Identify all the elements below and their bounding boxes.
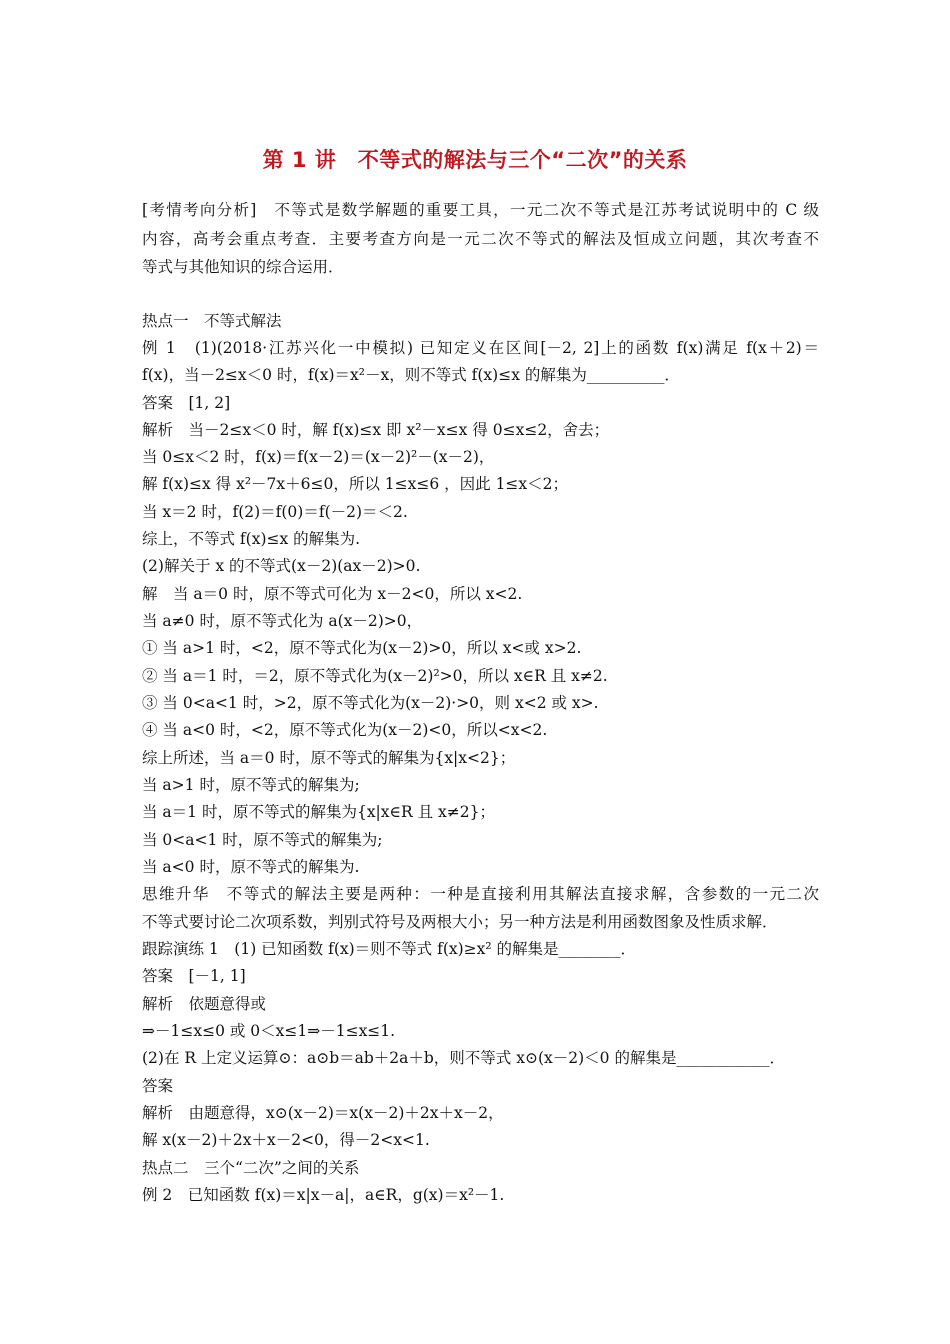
text-line: 当 0<a<1 时，原不等式的解集为; — [142, 831, 383, 849]
text-line: 内容，高考会重点考查．主要考查方向是一元二次不等式的解法及恒成立问题，其次考查不 — [142, 230, 819, 248]
text-line: f(x)，当－2≤x＜0 时，f(x)＝x²－x，则不等式 f(x)≤x 的解集为__________． — [142, 366, 680, 384]
text-line: 不等式要讨论二次项系数，判别式符号及两根大小；另一种方法是利用函数图象及性质求解． — [142, 913, 778, 931]
answer-line: 答案 [－1, 1] — [142, 967, 246, 985]
text-line: ② 当 a＝1 时，＝2，原不等式化为(x－2)²>0，所以 x∈R 且 x≠2. — [142, 667, 608, 685]
text-line: 例 2 已知函数 f(x)＝x|x－a|，a∈R，g(x)＝x²－1. — [142, 1186, 505, 1204]
text-line: 解 f(x)≤x 得 x²－7x＋6≤0，所以 1≤x≤6 ，因此 1≤x＜2； — [142, 475, 569, 493]
text-line: 当 a≠0 时，原不等式化为 a(x－2)>0， — [142, 612, 423, 630]
text-line: 例 1 (1)(2018·江苏兴化一中模拟) 已知定义在区间[－2, 2]上的函数 f(x)满足 f(x＋2)＝ — [142, 339, 819, 357]
text-line: 思维升华 不等式的解法主要是两种：一种是直接利用其解法直接求解，含参数的一元二次 — [142, 885, 819, 903]
text-line: 解析 由题意得，x⊙(x－2)＝x(x－2)＋2x＋x－2， — [142, 1104, 504, 1122]
text-line: ⇒－1≤x≤0 或 0＜x≤1⇒－1≤x≤1. — [142, 1022, 396, 1040]
text-line: 综上，不等式 f(x)≤x 的解集为. — [142, 530, 361, 548]
section-heading: 热点一 不等式解法 — [142, 312, 282, 330]
page-title: 第 1 讲 不等式的解法与三个“二次”的关系 — [262, 148, 688, 172]
text-line: (2)在 R 上定义运算⊙：a⊙b＝ab＋2a＋b，则不等式 x⊙(x－2)＜0 的解集是____________． — [142, 1049, 785, 1067]
text-line: 解 x(x－2)＋2x＋x－2<0，得－2<x<1. — [142, 1131, 430, 1149]
text-line: 综上所述，当 a＝0 时，原不等式的解集为{x|x<2}； — [142, 749, 516, 767]
text-line: 当 a＝1 时，原不等式的解集为{x|x∈R 且 x≠2}； — [142, 803, 495, 821]
text-line: 等式与其他知识的综合运用． — [142, 258, 344, 276]
answer-line: 答案 [1, 2] — [142, 394, 231, 412]
text-line: 当 0≤x＜2 时，f(x)＝f(x－2)＝(x－2)²－(x－2)， — [142, 448, 495, 466]
text-line: 解 当 a＝0 时，原不等式可化为 x－2<0，所以 x<2. — [142, 585, 523, 603]
answer-line: 答案 — [142, 1077, 174, 1095]
text-line: ① 当 a>1 时，<2，原不等式化为(x－2)>0，所以 x<或 x>2. — [142, 639, 582, 657]
text-line: (2)解关于 x 的不等式(x－2)(ax－2)>0. — [142, 557, 421, 575]
text-line: ③ 当 0<a<1 时，>2，原不等式化为(x－2)·>0，则 x<2 或 x>. — [142, 694, 599, 712]
text-line: 当 x＝2 时，f(2)＝f(0)＝f(－2)＝＜2. — [142, 503, 408, 521]
text-line: ④ 当 a<0 时，<2，原不等式化为(x－2)<0，所以<x<2. — [142, 721, 548, 739]
text-line: 解析 依题意得或 — [142, 995, 267, 1013]
text-line: 当 a>1 时，原不等式的解集为; — [142, 776, 360, 794]
text-line: 当 a<0 时，原不等式的解集为. — [142, 858, 360, 876]
section-heading: 热点二 三个“二次”之间的关系 — [142, 1159, 360, 1177]
text-line: 解析 当－2≤x＜0 时，解 f(x)≤x 即 x²－x≤x 得 0≤x≤2，舍去； — [142, 421, 610, 439]
text-line: [考情考向分析] 不等式是数学解题的重要工具，一元二次不等式是江苏考试说明中的 C 级 — [142, 201, 819, 219]
text-line: 跟踪演练 1 (1) 已知函数 f(x)＝则不等式 f(x)≥x² 的解集是________． — [142, 940, 637, 958]
